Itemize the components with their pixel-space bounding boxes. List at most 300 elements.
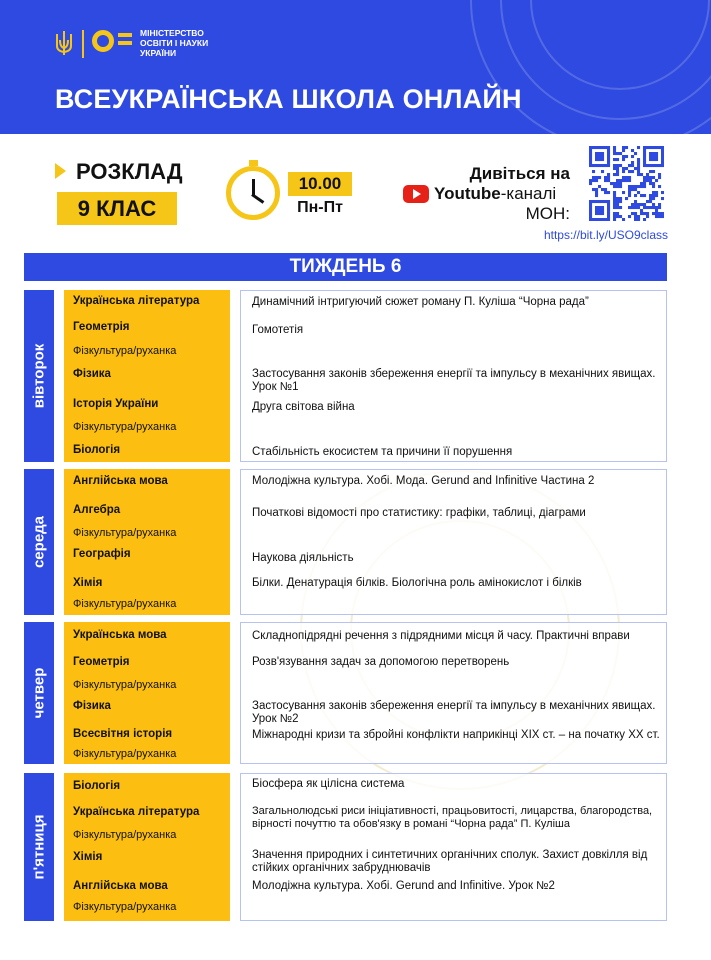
broadcast-days: Пн-Пт xyxy=(297,199,343,216)
qr-module xyxy=(601,164,604,167)
qr-module xyxy=(631,212,634,215)
youtube-row xyxy=(400,183,570,203)
clock-icon xyxy=(226,166,280,220)
qr-module xyxy=(661,164,664,167)
lesson-topic: Міжнародні кризи та збройні конфлікти наприкінці ХІХ ст. – на початку ХХ ст. xyxy=(252,729,660,741)
qr-module xyxy=(604,179,607,182)
qr-module xyxy=(601,155,604,158)
qr-module xyxy=(655,209,658,212)
qr-module xyxy=(643,203,646,206)
qr-module xyxy=(589,179,592,182)
qr-module xyxy=(628,179,631,182)
qr-module xyxy=(640,194,643,197)
qr-module xyxy=(598,212,601,215)
qr-module xyxy=(649,206,652,209)
qr-module xyxy=(655,215,658,218)
day-name: вівторок xyxy=(30,343,48,409)
qr-module xyxy=(601,170,604,173)
qr-module xyxy=(607,218,610,221)
qr-module xyxy=(589,182,592,185)
qr-module xyxy=(616,185,619,188)
qr-module xyxy=(637,164,640,167)
week-banner: ТИЖДЕНЬ 6 xyxy=(24,253,667,281)
qr-module xyxy=(631,188,634,191)
qr-module xyxy=(607,164,610,167)
subject-name: Англійська мова xyxy=(73,475,168,487)
qr-module xyxy=(637,206,640,209)
mon-logo-equals-icon xyxy=(118,33,132,49)
qr-module xyxy=(643,182,646,185)
day-name: четвер xyxy=(30,667,48,719)
qr-module xyxy=(622,170,625,173)
qr-module xyxy=(643,179,646,182)
lesson-topic: Друга світова війна xyxy=(252,401,355,413)
qr-module xyxy=(622,167,625,170)
qr-module xyxy=(652,164,655,167)
qr-module xyxy=(628,194,631,197)
qr-module xyxy=(622,176,625,179)
subject-name: Фізкультура/руханка xyxy=(73,901,177,913)
qr-module xyxy=(655,191,658,194)
qr-module xyxy=(613,164,616,167)
qr-module xyxy=(616,203,619,206)
youtube-channel-suffix: -каналі xyxy=(500,184,557,203)
qr-module xyxy=(652,182,655,185)
lesson-topic: Молодіжна культура. Хобі. Gerund and Infinitive. Урок №2 xyxy=(252,880,555,892)
qr-module xyxy=(643,194,646,197)
subject-name: Фізкультура/руханка xyxy=(73,421,177,433)
ministry-name xyxy=(140,28,260,58)
subject-name: Українська література xyxy=(73,806,200,818)
qr-module xyxy=(661,155,664,158)
qr-module xyxy=(595,152,598,155)
qr-module xyxy=(649,179,652,182)
subject-name: Англійська мова xyxy=(73,880,168,892)
qr-module xyxy=(607,206,610,209)
subject-name: Хімія xyxy=(73,577,103,589)
lesson-topic: Застосування законів збереження енергії та імпульсу в механічних явищах. Урок №2 xyxy=(252,700,656,725)
site-title: ВСЕУКРАЇНСЬКА ШКОЛА ОНЛАЙН xyxy=(55,84,522,114)
qr-module xyxy=(634,212,637,215)
qr-module xyxy=(607,149,610,152)
logo-separator xyxy=(82,30,84,58)
qr-module xyxy=(661,215,664,218)
topics-column xyxy=(240,469,667,615)
qr-module xyxy=(643,146,646,149)
qr-module xyxy=(643,164,646,167)
qr-module xyxy=(613,218,616,221)
qr-module xyxy=(595,146,598,149)
day-name: п'ятниця xyxy=(30,814,48,880)
qr-module xyxy=(595,212,598,215)
qr-module xyxy=(595,206,598,209)
qr-module xyxy=(616,173,619,176)
qr-module xyxy=(598,206,601,209)
qr-module xyxy=(604,164,607,167)
qr-module xyxy=(631,161,634,164)
qr-module xyxy=(652,191,655,194)
qr-module xyxy=(613,203,616,206)
qr-module xyxy=(613,185,616,188)
qr-module xyxy=(634,194,637,197)
qr-module xyxy=(622,155,625,158)
qr-module xyxy=(601,206,604,209)
lesson-topic: Значення природних і синтетичних органічних сполук. Захист довкілля від стійких органічних забруднювачів xyxy=(252,849,648,874)
topics-column xyxy=(240,773,667,921)
qr-module xyxy=(655,206,658,209)
qr-module xyxy=(613,212,616,215)
qr-module xyxy=(649,170,652,173)
qr-module xyxy=(592,170,595,173)
qr-module xyxy=(643,218,646,221)
subject-name: Біологія xyxy=(73,780,121,792)
qr-module xyxy=(643,158,646,161)
qr-module xyxy=(625,176,628,179)
qr-module xyxy=(625,197,628,200)
qr-module xyxy=(589,164,592,167)
qr-module xyxy=(616,167,619,170)
qr-module xyxy=(634,218,637,221)
qr-module xyxy=(598,185,601,188)
qr-module xyxy=(622,149,625,152)
qr-module xyxy=(658,185,661,188)
lesson-topic: Динамічний інтригуючий сюжет роману П. Куліша “Чорна рада” xyxy=(252,296,589,308)
watch-text-line1: Дивіться на xyxy=(469,164,570,183)
qr-module xyxy=(616,200,619,203)
lesson-topic: Розв'язування задач за допомогою перетворень xyxy=(252,656,510,668)
lesson-topic: Складнопідрядні речення з підрядними місця й часу. Практичні вправи xyxy=(252,630,630,642)
qr-module xyxy=(634,188,637,191)
channel-link[interactable]: https://bit.ly/USO9class xyxy=(543,228,668,242)
qr-module xyxy=(652,158,655,161)
qr-module xyxy=(652,185,655,188)
qr-module xyxy=(643,206,646,209)
qr-module xyxy=(646,164,649,167)
qr-module xyxy=(652,203,655,206)
qr-module xyxy=(613,197,616,200)
qr-module xyxy=(646,206,649,209)
qr-code-icon[interactable] xyxy=(589,146,664,221)
qr-module xyxy=(634,200,637,203)
qr-module xyxy=(631,206,634,209)
qr-module xyxy=(637,215,640,218)
qr-module xyxy=(607,212,610,215)
youtube-channel-name: Youtube xyxy=(434,184,501,203)
qr-module xyxy=(613,206,616,209)
qr-module xyxy=(601,200,604,203)
qr-module xyxy=(592,176,595,179)
qr-module xyxy=(619,215,622,218)
qr-module xyxy=(589,203,592,206)
qr-module xyxy=(622,146,625,149)
qr-module xyxy=(595,200,598,203)
qr-module xyxy=(640,203,643,206)
qr-module xyxy=(622,158,625,161)
youtube-text xyxy=(434,184,556,204)
qr-module xyxy=(652,206,655,209)
qr-module xyxy=(616,212,619,215)
ministry-line: МІНІСТЕРСТВО xyxy=(140,28,204,38)
lesson-topic: Наукова діяльність xyxy=(252,552,354,564)
qr-module xyxy=(592,200,595,203)
qr-module xyxy=(625,146,628,149)
qr-module xyxy=(589,218,592,221)
qr-module xyxy=(658,206,661,209)
qr-module xyxy=(601,188,604,191)
qr-module xyxy=(622,191,625,194)
qr-module xyxy=(628,188,631,191)
qr-module xyxy=(655,152,658,155)
ministry-line: ОСВІТИ І НАУКИ xyxy=(140,38,209,48)
subject-name: Геометрія xyxy=(73,321,130,333)
qr-module xyxy=(631,149,634,152)
qr-module xyxy=(601,209,604,212)
qr-module xyxy=(649,176,652,179)
qr-module xyxy=(616,152,619,155)
qr-module xyxy=(637,161,640,164)
day-label xyxy=(24,469,54,615)
qr-module xyxy=(607,176,610,179)
qr-module xyxy=(619,197,622,200)
qr-module xyxy=(625,155,628,158)
qr-module xyxy=(637,185,640,188)
qr-module xyxy=(631,203,634,206)
qr-module xyxy=(649,197,652,200)
qr-module xyxy=(661,197,664,200)
qr-module xyxy=(598,209,601,212)
subject-name: Географія xyxy=(73,548,131,560)
qr-module xyxy=(598,155,601,158)
qr-module xyxy=(640,185,643,188)
day-name: середа xyxy=(30,515,48,569)
qr-module xyxy=(616,158,619,161)
qr-module xyxy=(628,206,631,209)
qr-module xyxy=(589,206,592,209)
qr-module xyxy=(613,215,616,218)
lesson-topic: Гомотетія xyxy=(252,324,304,336)
qr-module xyxy=(661,149,664,152)
subjects-column xyxy=(64,469,230,615)
qr-module xyxy=(661,158,664,161)
qr-module xyxy=(607,161,610,164)
qr-module xyxy=(619,206,622,209)
qr-module xyxy=(601,158,604,161)
qr-module xyxy=(640,182,643,185)
subject-name: Фізкультура/руханка xyxy=(73,829,177,841)
qr-module xyxy=(616,182,619,185)
qr-module xyxy=(643,155,646,158)
qr-module xyxy=(655,164,658,167)
schedule-label: РОЗКЛАД xyxy=(76,159,183,184)
grade-badge: 9 КЛАС xyxy=(57,192,177,225)
qr-module xyxy=(646,176,649,179)
subject-name: Всесвітня історія xyxy=(73,728,173,740)
qr-module xyxy=(655,179,658,182)
qr-module xyxy=(607,173,610,176)
qr-module xyxy=(646,179,649,182)
qr-module xyxy=(655,146,658,149)
qr-module xyxy=(658,173,661,176)
qr-module xyxy=(589,155,592,158)
qr-module xyxy=(613,194,616,197)
qr-module xyxy=(619,179,622,182)
qr-module xyxy=(643,149,646,152)
qr-module xyxy=(661,191,664,194)
qr-module xyxy=(589,158,592,161)
qr-module xyxy=(634,203,637,206)
qr-module xyxy=(607,215,610,218)
qr-module xyxy=(592,179,595,182)
qr-module xyxy=(649,152,652,155)
qr-module xyxy=(607,155,610,158)
qr-module xyxy=(619,200,622,203)
qr-module xyxy=(619,152,622,155)
qr-module xyxy=(646,173,649,176)
subject-name: Фізкультура/руханка xyxy=(73,527,177,539)
qr-module xyxy=(652,194,655,197)
subject-name: Фізкультура/руханка xyxy=(73,345,177,357)
qr-module xyxy=(649,200,652,203)
qr-module xyxy=(658,215,661,218)
qr-module xyxy=(643,161,646,164)
qr-module xyxy=(598,200,601,203)
qr-module xyxy=(634,185,637,188)
subject-name: Хімія xyxy=(73,851,103,863)
qr-module xyxy=(595,194,598,197)
qr-module xyxy=(637,218,640,221)
qr-module xyxy=(589,149,592,152)
subject-name: Фізкультура/руханка xyxy=(73,679,177,691)
qr-module xyxy=(613,191,616,194)
qr-module xyxy=(640,209,643,212)
day-label xyxy=(24,622,54,764)
qr-module xyxy=(625,167,628,170)
qr-module xyxy=(607,158,610,161)
qr-module xyxy=(595,218,598,221)
qr-module xyxy=(616,170,619,173)
qr-module xyxy=(634,215,637,218)
qr-module xyxy=(661,161,664,164)
qr-module xyxy=(661,146,664,149)
qr-module xyxy=(595,179,598,182)
qr-module xyxy=(631,170,634,173)
qr-module xyxy=(640,173,643,176)
qr-module xyxy=(643,212,646,215)
qr-module xyxy=(628,191,631,194)
qr-module xyxy=(604,191,607,194)
qr-module xyxy=(646,215,649,218)
qr-module xyxy=(652,212,655,215)
qr-module xyxy=(601,152,604,155)
subject-name: Геометрія xyxy=(73,656,130,668)
qr-module xyxy=(589,209,592,212)
qr-module xyxy=(592,164,595,167)
qr-module xyxy=(628,170,631,173)
qr-module xyxy=(637,173,640,176)
play-arrow-icon xyxy=(55,163,66,179)
qr-module xyxy=(655,155,658,158)
qr-module xyxy=(592,188,595,191)
qr-module xyxy=(655,158,658,161)
qr-module xyxy=(607,203,610,206)
qr-module xyxy=(613,167,616,170)
qr-module xyxy=(595,209,598,212)
lesson-topic: Білки. Денатурація білків. Біологічна роль амінокислот і білків xyxy=(252,577,582,589)
qr-module xyxy=(643,185,646,188)
qr-module xyxy=(598,218,601,221)
qr-module xyxy=(604,218,607,221)
ministry-line: УКРАЇНИ xyxy=(140,48,177,58)
topics-column xyxy=(240,290,667,462)
qr-module xyxy=(616,179,619,182)
qr-module xyxy=(595,188,598,191)
subject-name: Алгебра xyxy=(73,504,121,516)
qr-module xyxy=(646,146,649,149)
qr-module xyxy=(646,200,649,203)
qr-module xyxy=(637,170,640,173)
subjects-column xyxy=(64,622,230,764)
qr-module xyxy=(589,212,592,215)
qr-module xyxy=(661,212,664,215)
subjects-column xyxy=(64,290,230,462)
qr-module xyxy=(649,146,652,149)
qr-module xyxy=(607,146,610,149)
qr-module xyxy=(607,179,610,182)
qr-module xyxy=(652,170,655,173)
qr-module xyxy=(637,146,640,149)
qr-module xyxy=(619,182,622,185)
lesson-topic: Біосфера як цілісна система xyxy=(252,778,405,790)
subject-name: Історія України xyxy=(73,398,159,410)
subject-name: Українська література xyxy=(73,295,200,307)
youtube-icon xyxy=(403,185,429,203)
qr-module xyxy=(652,176,655,179)
subject-name: Фізика xyxy=(73,368,111,380)
qr-module xyxy=(616,164,619,167)
day-label xyxy=(24,773,54,921)
qr-module xyxy=(628,176,631,179)
qr-module xyxy=(604,146,607,149)
qr-module xyxy=(613,158,616,161)
qr-module xyxy=(655,212,658,215)
qr-module xyxy=(616,215,619,218)
qr-module xyxy=(634,167,637,170)
qr-module xyxy=(628,185,631,188)
qr-module xyxy=(598,176,601,179)
day-label xyxy=(24,290,54,462)
qr-module xyxy=(613,149,616,152)
qr-module xyxy=(622,218,625,221)
qr-module xyxy=(649,194,652,197)
qr-module xyxy=(631,155,634,158)
qr-module xyxy=(598,158,601,161)
qr-module xyxy=(589,200,592,203)
qr-module xyxy=(634,152,637,155)
subjects-column xyxy=(64,773,230,921)
qr-module xyxy=(658,212,661,215)
qr-module xyxy=(655,194,658,197)
qr-module xyxy=(643,176,646,179)
qr-module xyxy=(658,176,661,179)
qr-module xyxy=(592,146,595,149)
qr-module xyxy=(607,200,610,203)
qr-module xyxy=(649,158,652,161)
subject-name: Фізика xyxy=(73,700,111,712)
qr-module xyxy=(607,209,610,212)
qr-module xyxy=(613,182,616,185)
qr-module xyxy=(652,146,655,149)
qr-module xyxy=(604,200,607,203)
